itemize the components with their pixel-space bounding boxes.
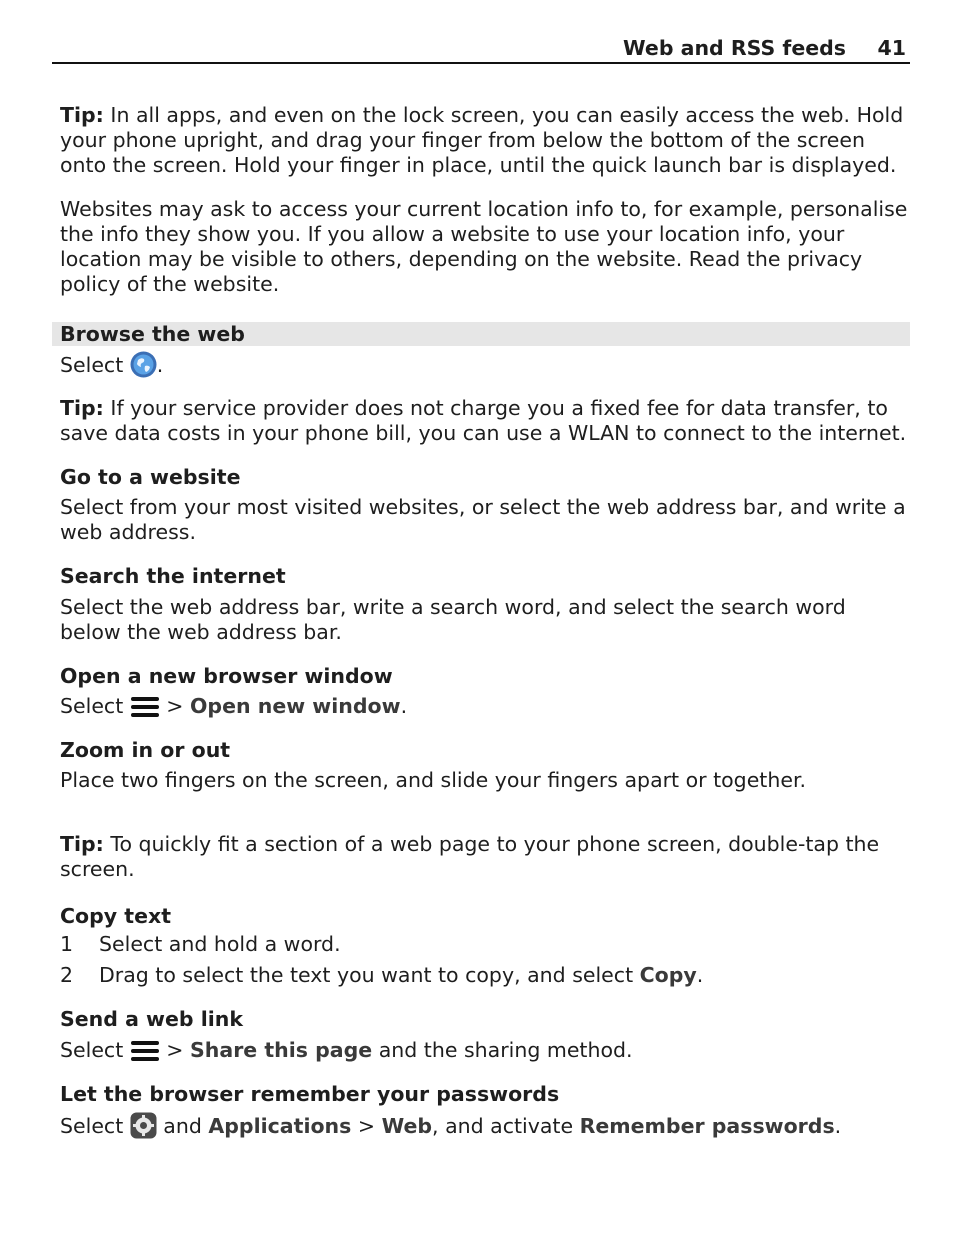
menu-icon xyxy=(130,1039,160,1069)
step-text: Drag to select the text you want to copy, and select Copy. xyxy=(99,963,704,987)
step-number: 1 xyxy=(60,932,74,956)
intro-tip-text: In all apps, and even on the lock screen, you can easily access the web. Hold your phone upright, and drag your finger from below the bottom of the screen onto the screen. Hold your finger in place, until the quick launch bar is displayed. xyxy=(60,103,904,177)
browse-select-line: Select . xyxy=(60,351,910,384)
select-word: Select xyxy=(60,1038,124,1062)
select-word: Select xyxy=(60,353,124,377)
remember-passwords-option: Remember passwords xyxy=(579,1114,835,1138)
page-header xyxy=(52,36,910,64)
browse-tip xyxy=(60,396,910,446)
go-website-text: Select from your most visited websites, or select the web address bar, and write a web address. xyxy=(60,495,906,544)
subheading-passwords: Let the browser remember your passwords xyxy=(60,1082,560,1106)
search-text: Select the web address bar, write a search word, and select the search word below the web address bar. xyxy=(60,595,846,644)
zoom-tip xyxy=(60,832,910,882)
step-text: Select and hold a word. xyxy=(99,932,341,956)
step-number: 2 xyxy=(60,963,74,987)
subheading-new-window: Open a new browser window xyxy=(60,664,393,688)
menu-icon xyxy=(130,695,160,725)
header-title: Web and RSS feeds xyxy=(623,36,846,60)
globe-icon xyxy=(130,351,157,384)
new-window-line: Select > Open new window. xyxy=(60,694,910,725)
section-heading-browse xyxy=(52,322,910,346)
subheading-send-link: Send a web link xyxy=(60,1007,243,1031)
zoom-tip-text: To quickly fit a section of a web page to your phone screen, double-tap the screen. xyxy=(60,832,880,881)
subheading-search-internet: Search the internet xyxy=(60,564,286,588)
zoom-text: Place two fingers on the screen, and slide your fingers apart or together. xyxy=(60,768,807,792)
subheading-zoom: Zoom in or out xyxy=(60,738,231,762)
section-heading-text: Browse the web xyxy=(60,322,245,346)
select-word: Select xyxy=(60,694,124,718)
intro-tip xyxy=(60,103,910,178)
browse-tip-text: If your service provider does not charge you a fixed fee for data transfer, to save data costs in your phone bill, you can use a WLAN to connect to the internet. xyxy=(60,396,907,445)
open-new-window-option: Open new window xyxy=(190,694,401,718)
applications-option: Applications xyxy=(208,1114,352,1138)
web-option: Web xyxy=(381,1114,433,1138)
subheading-go-to-website: Go to a website xyxy=(60,465,241,489)
passwords-line: Select and Applications > Web, and activate Remember passwords. xyxy=(60,1112,910,1145)
tip-label: Tip: xyxy=(60,832,104,856)
page-number: 41 xyxy=(877,36,906,60)
copy-option: Copy xyxy=(639,963,697,987)
share-this-page-option: Share this page xyxy=(190,1038,373,1062)
send-link-line: Select > Share this page and the sharing method. xyxy=(60,1038,910,1069)
location-paragraph: Websites may ask to access your current location info to, for example, personalise the info they show you. If you allow a website to use your location info, your location may be visible to others, depending on the website. Read the privacy policy of the website. xyxy=(60,197,908,296)
tip-label: Tip: xyxy=(60,103,104,127)
tip-label: Tip: xyxy=(60,396,104,420)
select-word: Select xyxy=(60,1114,124,1138)
settings-gear-icon xyxy=(130,1112,157,1145)
subheading-copy-text: Copy text xyxy=(60,904,172,928)
